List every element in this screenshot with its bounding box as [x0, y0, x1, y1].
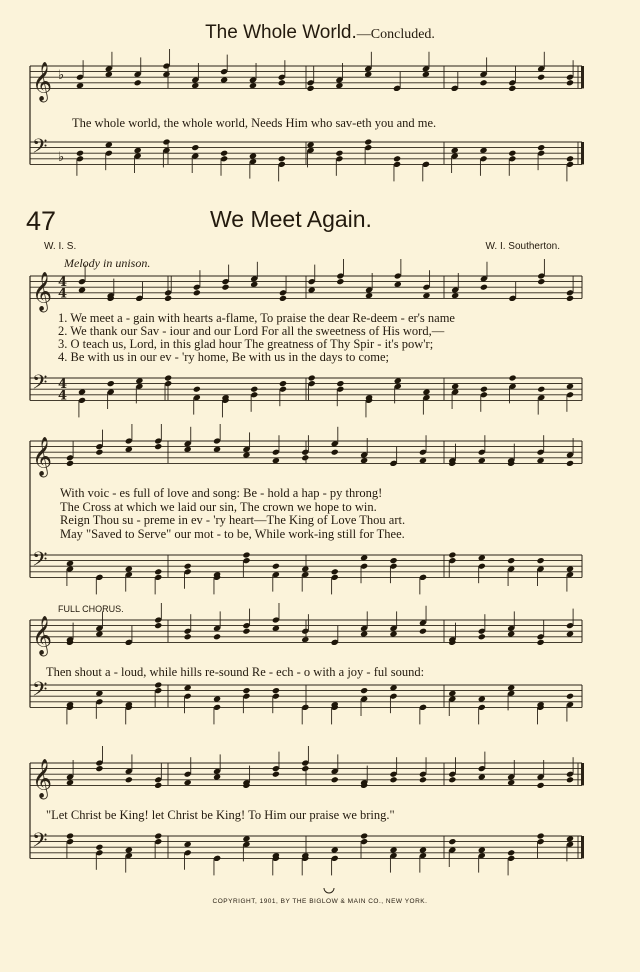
- note-head: [125, 776, 133, 783]
- music-credit: W. I. Southerton.: [485, 241, 560, 252]
- note-head: [448, 551, 456, 558]
- note-head: [308, 374, 316, 381]
- note-head: [566, 295, 574, 302]
- note-head: [162, 138, 170, 145]
- verse-line-8: May "Saved to Serve" our mot - to be, While work-ing still for Thee.: [60, 527, 405, 541]
- note-head: [537, 74, 545, 81]
- note-head: [537, 639, 545, 646]
- note-head: [301, 765, 309, 772]
- note-head: [66, 832, 74, 839]
- verse-line-3: 3. O teach us, Lord, in this glad hour The greatness of Thy Spir - it's pow'r;: [58, 337, 434, 351]
- verse-line-2: 2. We thank our Sav - iour and our Lord For all the sweetness of His word,—: [58, 324, 445, 338]
- note-head: [448, 776, 456, 783]
- time-signature: 4: [58, 377, 68, 393]
- treble-clef-icon: 𝄞: [32, 436, 53, 477]
- note-head: [154, 832, 162, 839]
- time-signature: 4: [58, 286, 68, 302]
- note-head: [389, 557, 397, 564]
- note-head: [95, 844, 103, 851]
- note-head: [213, 633, 221, 640]
- note-head: [154, 681, 162, 688]
- performance-direction: Melody in unison.: [64, 256, 151, 270]
- note-head: [507, 557, 515, 564]
- final-barline: [581, 836, 584, 858]
- hymn-number: 47: [26, 206, 57, 236]
- note-head: [184, 633, 192, 640]
- note-head: [537, 386, 545, 393]
- note-head: [242, 628, 250, 635]
- note-head: [279, 380, 287, 387]
- note-head: [193, 386, 201, 393]
- note-head: [272, 771, 280, 778]
- copyright-notice: COPYRIGHT, 1901, BY THE BIGLOW & MAIN CO., NEW YORK.: [212, 898, 428, 905]
- note-head: [331, 568, 339, 575]
- chorus-line-2: "Let Christ be King! let Christ be King! To Him our praise we bring.": [46, 808, 395, 822]
- note-head: [193, 289, 201, 296]
- note-head: [191, 144, 199, 151]
- bass-clef-icon: 𝄢: [32, 547, 48, 576]
- note-head: [279, 295, 287, 302]
- note-head: [221, 284, 229, 291]
- note-head: [66, 460, 74, 467]
- note-head: [537, 832, 545, 839]
- note-head: [336, 278, 344, 285]
- note-head: [389, 776, 397, 783]
- time-signature: 4: [58, 275, 68, 291]
- note-head: [184, 563, 192, 570]
- continued-hymn-title: [0, 22, 640, 44]
- note-head: [479, 79, 487, 86]
- flat-icon: ♭: [58, 149, 65, 165]
- note-head: [566, 155, 574, 162]
- note-head: [278, 79, 286, 86]
- treble-clef-icon: 𝄞: [32, 61, 53, 102]
- note-head: [419, 628, 427, 635]
- note-head: [480, 386, 488, 393]
- treble-clef-icon: 𝄞: [32, 758, 53, 799]
- note-head: [419, 776, 427, 783]
- note-head: [537, 278, 545, 285]
- final-barline: [581, 66, 584, 88]
- note-head: [154, 622, 162, 629]
- chorus-line-1: Then shout a - loud, while hills re-sound Re - ech - o with a joy - ful sound:: [46, 665, 425, 679]
- note-head: [154, 782, 162, 789]
- note-head: [307, 85, 315, 92]
- verse-line-6: The Cross at which we laid our sin, The crown we hope to win.: [60, 500, 377, 514]
- note-head: [393, 155, 401, 162]
- bass-clef-icon: 𝄢: [32, 370, 48, 399]
- note-head: [220, 150, 228, 157]
- note-head: [508, 150, 516, 157]
- note-head: [537, 782, 545, 789]
- note-head: [537, 144, 545, 151]
- bass-clef-icon: 𝄢: [32, 677, 48, 706]
- verse-line-4: 4. Be with us in our ev - 'ry home, Be with us in the days to come;: [58, 350, 390, 364]
- note-head: [508, 85, 516, 92]
- note-head: [242, 551, 250, 558]
- note-head: [478, 633, 486, 640]
- verse-line-7: Reign Thou su - preme in ev - 'ry heart—The King of Love Thou art.: [60, 513, 406, 527]
- verse-line-5: With voic - es full of love and song: Be - hold a hap - py throng!: [60, 486, 383, 500]
- chorus-label: FULL CHORUS.: [58, 604, 124, 614]
- note-head: [242, 687, 250, 694]
- note-head: [95, 449, 103, 456]
- note-head: [566, 460, 574, 467]
- note-head: [154, 568, 162, 575]
- verse-line-1: 1. We meet a - gain with hearts a-flame, To praise the dear Re-deem - er's name: [58, 311, 455, 325]
- note-head: [335, 150, 343, 157]
- note-head: [507, 849, 515, 856]
- top-lyric: The whole world, the whole world, Needs Him who sav-eth you and me.: [72, 116, 437, 130]
- time-signature: 4: [58, 388, 68, 404]
- note-head: [154, 443, 162, 450]
- flat-icon: ♭: [58, 68, 65, 84]
- bass-clef-icon: 𝄢: [32, 134, 48, 163]
- note-head: [76, 150, 84, 157]
- final-barline: [581, 763, 584, 785]
- continued-hymn-name: The Whole World.: [205, 22, 357, 43]
- treble-clef-icon: 𝄞: [32, 271, 53, 312]
- note-head: [566, 693, 574, 700]
- note-head: [336, 380, 344, 387]
- fermata-icon: [324, 888, 334, 893]
- note-head: [272, 687, 280, 694]
- note-head: [480, 284, 488, 291]
- note-head: [360, 832, 368, 839]
- words-credit: W. I. S.: [44, 241, 77, 252]
- note-head: [509, 374, 517, 381]
- note-head: [278, 155, 286, 162]
- note-head: [134, 79, 142, 86]
- hymn-title: We Meet Again.: [210, 206, 372, 232]
- treble-clef-icon: 𝄞: [32, 615, 53, 656]
- note-head: [537, 557, 545, 564]
- bass-clef-icon: 𝄢: [32, 828, 48, 857]
- note-head: [301, 454, 309, 461]
- note-head: [364, 138, 372, 145]
- note-head: [448, 838, 456, 845]
- note-head: [95, 765, 103, 772]
- note-head: [272, 563, 280, 570]
- note-head: [250, 386, 258, 393]
- note-head: [107, 380, 115, 387]
- final-barline: [581, 142, 584, 164]
- note-head: [331, 449, 339, 456]
- note-head: [566, 776, 574, 783]
- continued-hymn-subtitle: —Concluded.: [356, 27, 435, 42]
- note-head: [331, 776, 339, 783]
- note-head: [360, 687, 368, 694]
- note-head: [566, 79, 574, 86]
